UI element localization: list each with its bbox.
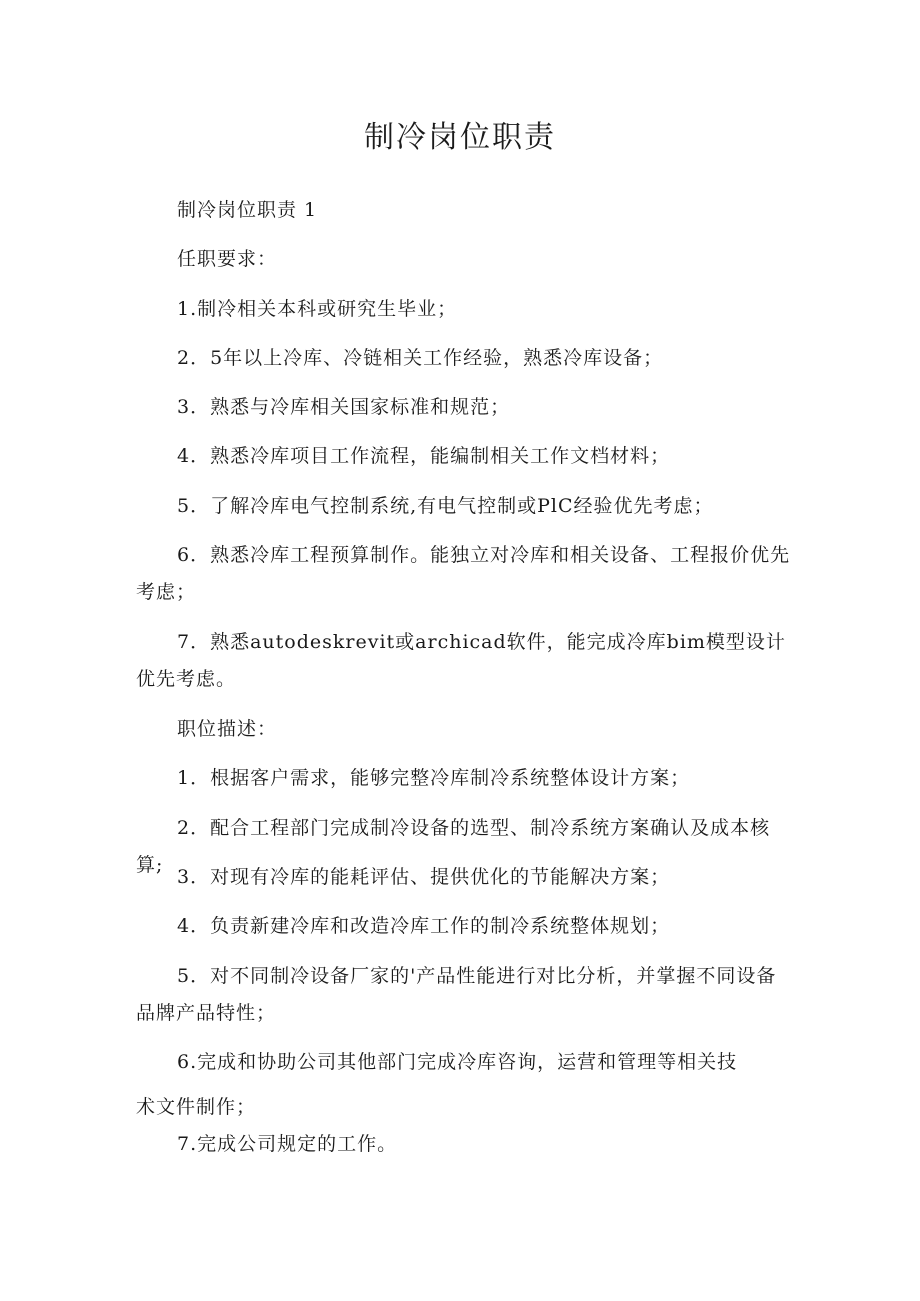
requirement-item: 2．5年以上冷库、冷链相关工作经验，熟悉冷库设备； xyxy=(177,347,664,369)
description-item: 1．根据客户需求，能够完整冷库制冷系统整体设计方案； xyxy=(177,767,691,789)
requirements-heading: 任职要求： xyxy=(177,248,278,270)
description-item: 3．对现有冷库的能耗评估、提供优化的节能解决方案； xyxy=(177,866,671,888)
section-heading: 制冷岗位职责 1 xyxy=(177,199,318,221)
description-item: 4．负责新建冷库和改造冷库工作的制冷系统整体规划； xyxy=(177,915,671,937)
description-item: 7.完成公司规定的工作。 xyxy=(177,1133,398,1155)
requirement-item: 3．熟悉与冷库相关国家标准和规范； xyxy=(177,396,511,418)
requirement-item: 4．熟悉冷库项目工作流程，能编制相关工作文档材料； xyxy=(177,445,671,467)
requirement-item: 6．熟悉冷库工程预算制作。能独立对冷库和相关设备、工程报价优先考虑； xyxy=(136,544,791,603)
description-item: 2．配合工程部门完成制冷设备的选型、制冷系统方案确认及成本核算; xyxy=(136,817,771,876)
description-item: 5．对不同制冷设备厂家的'产品性能进行对比分析，并掌握不同设备品牌产品特性； xyxy=(136,965,777,1024)
description-item: 6.完成和协助公司其他部门完成冷库咨询，运营和管理等相关技 xyxy=(177,1051,738,1073)
description-item-continuation: 术文件制作； xyxy=(136,1096,257,1118)
requirement-item: 5．了解冷库电气控制系统,有电气控制或PlC经验优先考虑； xyxy=(177,495,714,517)
requirement-item: 1.制冷相关本科或研究生毕业； xyxy=(177,298,458,320)
document-title: 制冷岗位职责 xyxy=(364,120,556,155)
requirement-item: 7．熟悉autodeskrevit或archicad软件，能完成冷库bim模型设计优先考虑。 xyxy=(136,631,786,690)
description-heading: 职位描述： xyxy=(177,718,278,740)
